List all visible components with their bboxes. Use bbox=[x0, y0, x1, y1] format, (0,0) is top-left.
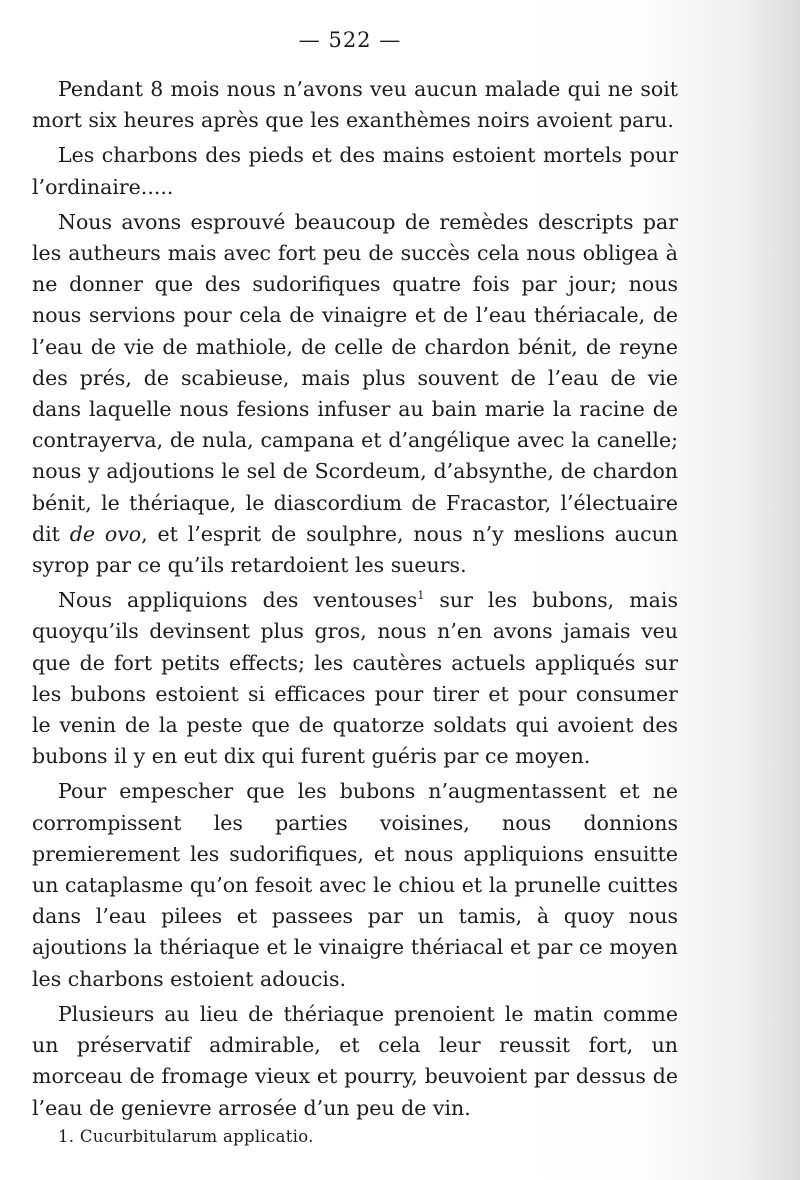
paragraph-3 bbox=[32, 207, 678, 581]
body-text bbox=[32, 74, 678, 1128]
paragraph-1: Pendant 8 mois nous n’avons veu aucun malade qui ne soit mort six heures après que les exanthèmes noirs avoient paru. bbox=[32, 77, 678, 133]
italic-de-ovo: de ovo bbox=[69, 521, 142, 546]
paragraph-3-end: , et l’esprit de soulphre, nous n’y meslions aucun syrop par ce qu’ils retardoient les sueurs. bbox=[32, 521, 678, 578]
paragraph-4 bbox=[32, 585, 678, 772]
paragraph-5: Pour empescher que les bubons n’augmentassent et ne corrompissent les parties voisines, nous donnions premierement les sudorifiques, et nous appliquions ensuitte un cataplasme qu’on fesoit avec le chiou et la prunelle cuittes dans l’eau pilees et passees par un tamis, à quoy nous ajoutions la thériaque et le vinaigre thériacal et par ce moyen les charbons estoient adoucis. bbox=[32, 779, 678, 991]
paragraph-4-text: Nous appliquions des ventouses bbox=[58, 588, 418, 613]
paragraph-3-dit: dit bbox=[32, 521, 60, 546]
page-number: — 522 — bbox=[298, 28, 402, 52]
footnote: 1. Cucurbitularum applicatio. bbox=[58, 1127, 314, 1146]
paragraph-4-end: sur les bubons, mais quoyqu’ils devinsent plus gros, nous n’en avons jamais veu que de fort petits effects; les cautères actuels appliqués sur les bubons estoient si efficaces pour tirer et pour consumer le venin de la peste que de quatorze soldats qui avoient des bubons il y en eut dix qui furent guéris par ce moyen. bbox=[32, 588, 678, 769]
paragraph-2: Les charbons des pieds et des mains estoient mortels pour l’ordinaire..... bbox=[32, 143, 678, 199]
paragraph-3-text: Nous avons esprouvé beaucoup de remèdes descripts par les autheurs mais avec fort peu de succès cela nous obligea à ne donner que des sudorifiques quatre fois par jour; nous nous servions pour cela de vinaigre et de l’eau thériacale, de l’eau de vie de mathiole, de celle de chardon bénit, de reyne des prés, de scabieuse, mais plus souvent de l’eau de vie dans laquelle nous fesions infuser au bain marie la racine de contrayerva, de nula, campana et d’angélique avec la canelle; nous y adjoutions le sel de Scordeum, d’absynthe, de chardon bénit, le thériaque, le diascordium de Fracastor, l’électuaire bbox=[32, 209, 678, 515]
paragraph-6: Plusieurs au lieu de thériaque prenoient le matin comme un préservatif admirable, et cela leur reussit fort, un morceau de fromage vieux et pourry, beuvoient par dessus de l’eau de genievre arrosée d’un peu de vin. bbox=[32, 1001, 678, 1120]
footnote-mark: 1 bbox=[417, 589, 425, 603]
